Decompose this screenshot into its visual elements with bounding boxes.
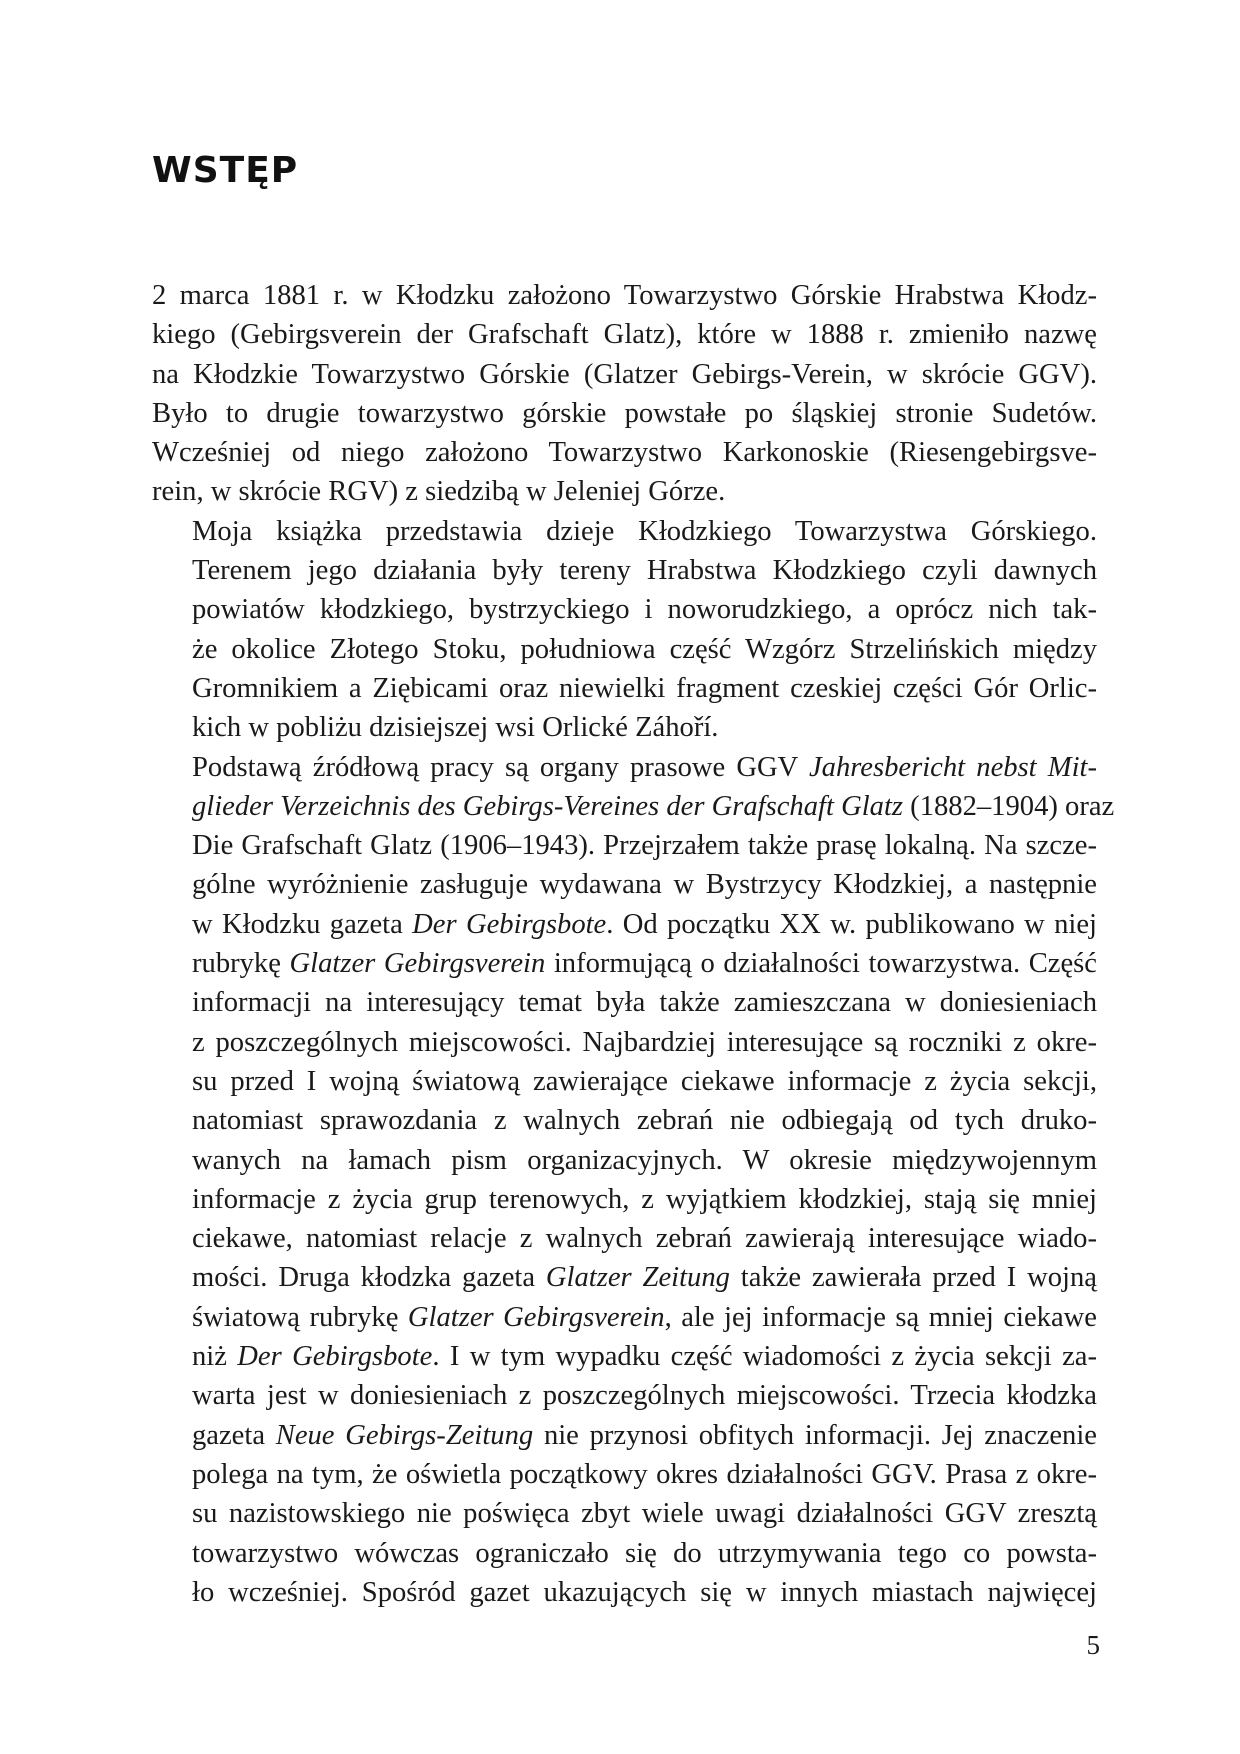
text-line: ciekawe, natomiast relacje z walnych zebrań zawierają interesujące wiado- xyxy=(192,1223,1097,1255)
body-text xyxy=(152,276,1115,1612)
italic-title: glieder Verzeichnis des Gebirgs-Vereines der Grafschaft Glatz xyxy=(192,790,904,822)
italic-title: Neue Gebirgs-Zeitung xyxy=(275,1419,534,1451)
paragraph-3 xyxy=(152,748,1115,1613)
text-line: gazeta Neue Gebirgs-Zeitung nie przynosi obfitych informacji. Jej znaczenie xyxy=(192,1419,1097,1451)
text-line: Wcześniej od niego założono Towarzystwo Karkonoskie (Riesengebirgsve- xyxy=(152,437,1097,469)
text-line: natomiast sprawozdania z walnych zebrań nie odbiegają od tych druko- xyxy=(192,1105,1097,1137)
italic-title: Der Gebirgsbote xyxy=(412,908,607,940)
text-line: rubrykę Glatzer Gebirgsverein informującą o działalności towarzystwa. Część xyxy=(192,948,1097,980)
text-line: informacje z życia grup terenowych, z wyjątkiem kłodzkiej, stają się mniej xyxy=(192,1183,1097,1215)
italic-title: Glatzer Zeitung xyxy=(545,1262,730,1294)
text-line: z poszczególnych miejscowości. Najbardziej interesujące są roczniki z okre- xyxy=(192,1026,1097,1058)
text-line: ło wcześniej. Spośród gazet ukazujących się w innych miastach najwięcej xyxy=(192,1576,1097,1608)
text-line: że okolice Złotego Stoku, południowa część Wzgórz Strzelińskich między xyxy=(192,633,1097,665)
italic-title: Glatzer Gebirgsverein xyxy=(289,948,546,980)
text-line: Podstawą źródłową pracy są organy prasowe GGV Jahresbericht nebst Mit- xyxy=(192,751,1098,783)
italic-title: Der Gebirgsbote xyxy=(237,1341,433,1373)
text-line: mości. Druga kłodzka gazeta Glatzer Zeitung także zawierała przed I wojną xyxy=(192,1262,1097,1294)
page-number: 5 xyxy=(1086,1630,1100,1660)
text-line: Terenem jego działania były tereny Hrabstwa Kłodzkiego czyli dawnych xyxy=(192,555,1097,587)
text-line: polega na tym, że oświetla początkowy okres działalności GGV. Prasa z okre- xyxy=(192,1458,1097,1490)
text-line: Die Grafschaft Glatz (1906–1943). Przejrzałem także prasę lokalną. Na szcze- xyxy=(192,830,1097,862)
italic-title: Jahresbericht nebst Mit- xyxy=(808,751,1098,783)
text-line: rein, w skrócie RGV) z siedzibą w Jeleniej Górze. xyxy=(152,476,726,508)
italic-title: Glatzer Gebirgsverein xyxy=(407,1301,665,1333)
text-line: towarzystwo wówczas ograniczało się do utrzymywania tego co powsta- xyxy=(192,1537,1097,1569)
text-line: kich w pobliżu dzisiejszej wsi Orlické Záhoří. xyxy=(192,712,719,744)
paragraph-2 xyxy=(152,512,1097,748)
text-line: su nazistowskiego nie poświęca zbyt wiele uwagi działalności GGV zresztą xyxy=(192,1498,1097,1530)
text-line: wanych na łamach pism organizacyjnych. W okresie międzywojennym xyxy=(192,1144,1097,1176)
text-line: informacji na interesujący temat była także zamieszczana w doniesieniach xyxy=(192,987,1097,1019)
text-line: kiego (Gebirgsverein der Grafschaft Glatz), które w 1888 r. zmieniło nazwę xyxy=(152,319,1097,351)
text-line: w Kłodzku gazeta Der Gebirgsbote. Od początku XX w. publikowano w niej xyxy=(192,908,1097,940)
text-line: su przed I wojną światową zawierające ciekawe informacje z życia sekcji, xyxy=(192,1065,1097,1097)
paragraph-1 xyxy=(152,276,1097,512)
text-line: powiatów kłodzkiego, bystrzyckiego i noworudzkiego, a oprócz nich tak- xyxy=(192,594,1097,626)
text-line: Gromnikiem a Ziębicami oraz niewielki fragment czeskiej części Gór Orlic- xyxy=(192,672,1097,704)
text-line: Było to drugie towarzystwo górskie powstałe po śląskiej stronie Sudetów. xyxy=(152,397,1097,429)
text-line: Moja książka przedstawia dzieje Kłodzkiego Towarzystwa Górskiego. xyxy=(192,515,1097,547)
text-line: glieder Verzeichnis des Gebirgs-Vereines der Grafschaft Glatz (1882–1904) oraz xyxy=(192,790,1115,822)
chapter-heading: WSTĘP xyxy=(152,150,299,191)
text-line: światową rubrykę Glatzer Gebirgsverein, ale jej informacje są mniej ciekawe xyxy=(192,1301,1097,1333)
text-line: warta jest w doniesieniach z poszczególnych miejscowości. Trzecia kłodzka xyxy=(192,1380,1097,1412)
text-line: gólne wyróżnienie zasługuje wydawana w Bystrzycy Kłodzkiej, a następnie xyxy=(192,869,1097,901)
text-line: niż Der Gebirgsbote. I w tym wypadku część wiadomości z życia sekcji za- xyxy=(192,1341,1097,1373)
text-line: na Kłodzkie Towarzystwo Górskie (Glatzer Gebirgs-Verein, w skrócie GGV). xyxy=(152,358,1097,390)
text-line: 2 marca 1881 r. w Kłodzku założono Towarzystwo Górskie Hrabstwa Kłodz- xyxy=(152,280,1097,311)
